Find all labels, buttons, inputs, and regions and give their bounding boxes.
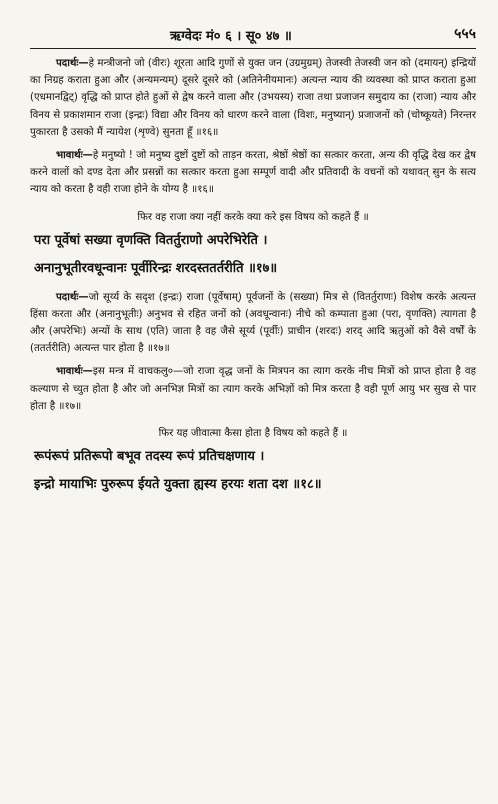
- bhavartha-16: [30, 147, 476, 199]
- mantra-17-line-1: परा पूर्वेषां सख्या वृणक्ति वितर्तुराणो अपरेभिरेति ।: [34, 232, 268, 248]
- page-header: [30, 20, 476, 49]
- bhavartha-text: इस मन्त्र में वाचकलु०—जो राजा वृद्ध जनों के मित्रपन का त्याग करके नीच मित्रों को प्राप्त होता है वह कल्याण से च्युत होता है और जो अनभिज्ञ मित्रों का त्याग करके अभिज्ञों को मित्र करता है वही पूर्ण आयु भर सुख से पार होता है ॥१७॥: [30, 366, 476, 412]
- padartha-label: पदार्थः—: [56, 58, 89, 69]
- bhavartha-label: भावार्थः—: [56, 150, 93, 162]
- mantra-18-line-2: इन्द्रो मायाभिः पुरुरूप ईयते युक्ता ह्यस्य हरयः शता दश ॥१८॥: [34, 477, 322, 493]
- padartha-17: [30, 289, 476, 358]
- padartha-text: हे मन्त्रीजनो जो (वीरः) शूरता आदि गुणों से युक्त जन (उग्रमुग्रम्) तेजस्वी तेजस्वी जन को (दमायन्) इन्द्रियों का निग्रह कराता हुआ और (अन्यमन्यम्) दूसरे दूसरे को (अतिनेनीयमानः) अत्यन्त न्याय की व्यवस्था को प्राप्त कराता हुआ (एधमानद्विट्) वृद्धि को प्राप्त होते हुओं से द्वेष करने वाला और (उभयस्य) राजा तथा प्रजाजन समुदाय का (राजा) न्याय और विनय से प्रकाशमान राजा (इन्द्रः) विद्या और विनय को धारण करने वाला (विशः, मनुष्यान्) प्रजाजनों को (चोष्कूयते) निरन्तर पुकारता है उसको मैं न्यायेश (शृण्वे) सुनता हूँ ॥१६॥: [30, 58, 476, 138]
- mantra-18-line-1: रूपंरूपं प्रतिरूपो बभूव तदस्य रूपं प्रतिचक्षणाय ।: [34, 449, 265, 465]
- padartha-text: जो सूर्य्य के सदृश (इन्द्रः) राजा (पूर्वेषाम्) पूर्वजनों के (सख्या) मित्र से (वितर्तुराणः) विशेष करके अत्यन्त हिंसा करता और (अनानुभूतीः) अनुभव से रहित जनों को (अवधून्वानः) नीचे को कम्पाता हुआ (परा, वृणक्ति) त्यागता है और (अपरेभिः) अन्यों के साथ (एति) जाता है वह जैसे सूर्य्य (पूर्वीः) प्राचीन (शरदः) शरद् आदि ऋतुओं को वैसे वर्षों के (ततर्तरीति) अत्यन्त पार होता है ॥१७॥: [30, 291, 476, 355]
- bhavartha-label: भावार्थः—: [56, 366, 93, 378]
- padartha-label: पदार्थः—: [56, 291, 89, 303]
- bhavartha-text: हे मनुष्यो ! जो मनुष्य दुष्टों दुष्टों को ताड़न करता, श्रेष्ठों श्रेष्ठों का सत्कार करता, अन्य की वृद्धि देख कर द्वेष करने वालों को दण्ड देता और प्रसन्नों का सत्कार करता हुआ सम्पूर्ण वादी और प्रतिवादी के वचनों को यथावत् सुन के सत्य न्याय को करता है वही राजा होने के योग्य है ॥१६॥: [30, 150, 476, 196]
- intro-line-18: फिर यह जीवात्मा कैसा होता है विषय को कहते हैं ॥: [158, 428, 348, 440]
- bhavartha-17: [30, 363, 476, 415]
- mantra-17-line-2: अनानुभूतीरवधून्वानः पूर्वीरिन्द्रः शरदस्ततर्तरीति ॥१७॥: [34, 260, 278, 276]
- page-number: ५५५: [454, 26, 476, 42]
- padartha-16: [30, 55, 476, 141]
- intro-line-17: फिर वह राजा क्या नहीं करके क्या करे इस विषय को कहते हैं ॥: [137, 211, 369, 223]
- running-title: ऋग्वेदः मं० ६ । सू० ४७ ॥: [170, 29, 292, 44]
